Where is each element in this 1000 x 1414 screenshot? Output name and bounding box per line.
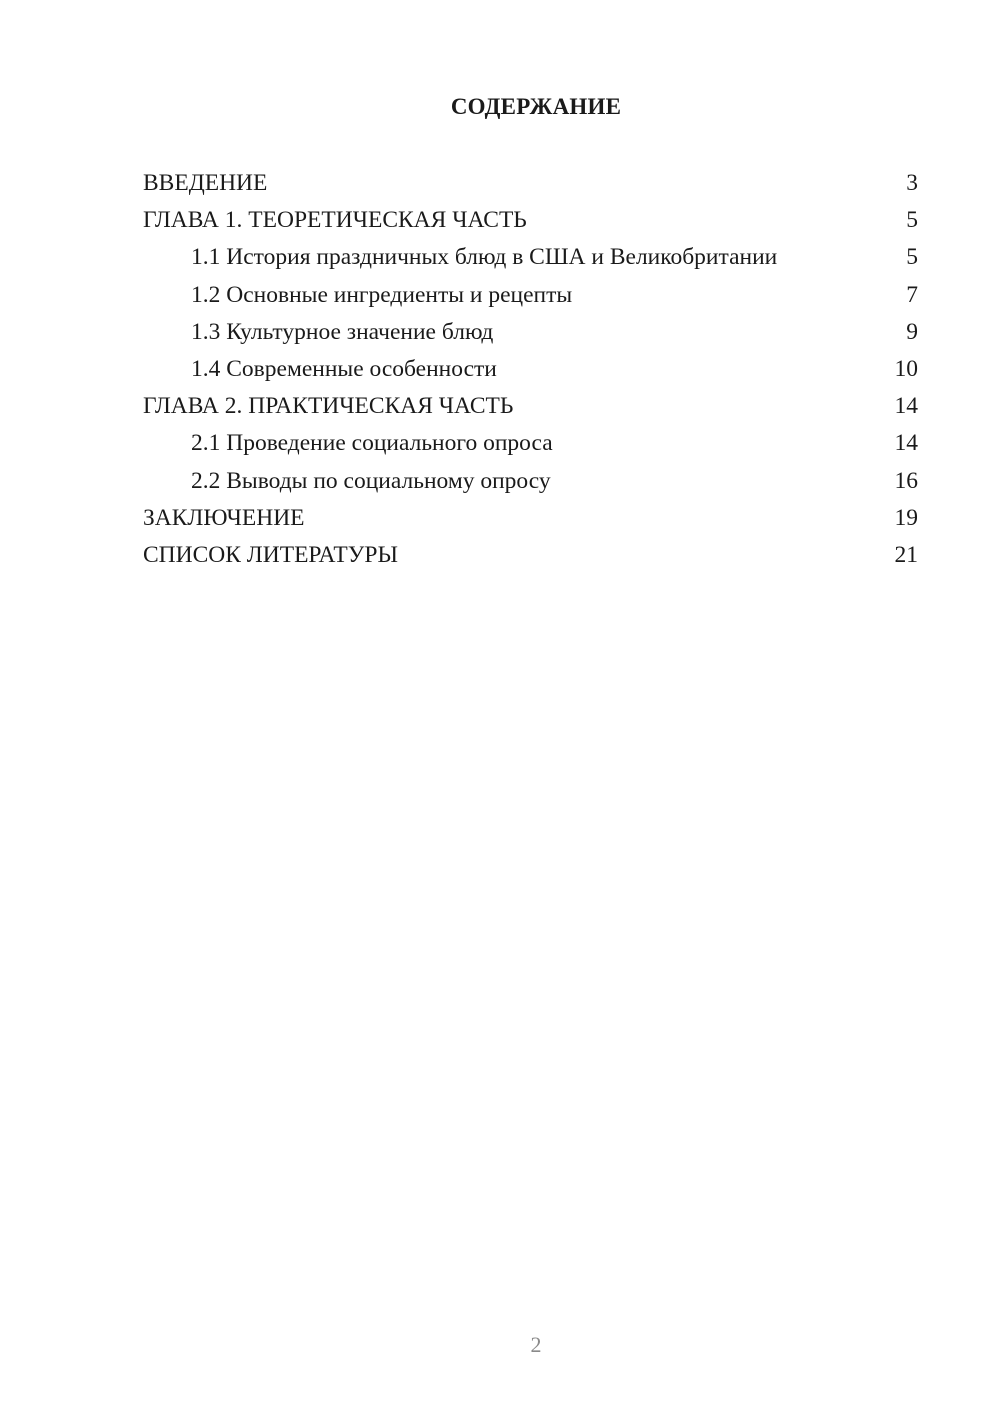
toc-entry-chapter-1[interactable]: [143, 202, 918, 239]
toc-entry-page: 5: [906, 207, 918, 234]
toc-entry-section-1-2[interactable]: [143, 277, 918, 314]
toc-entry-section-2-1[interactable]: [143, 425, 918, 462]
toc-entry-label: ГЛАВА 2. ПРАКТИЧЕСКАЯ ЧАСТЬ: [143, 393, 514, 420]
toc-entry-section-1-1[interactable]: [143, 239, 918, 276]
toc-entry-section-1-4[interactable]: [143, 351, 918, 388]
toc-entry-label: ВВЕДЕНИЕ: [143, 170, 268, 196]
toc-entry-page: 21: [894, 541, 918, 568]
toc-entry-label: 2.2 Выводы по социальному опросу: [191, 467, 551, 494]
toc-entry-page: 14: [894, 393, 918, 420]
toc-entry-page: 16: [894, 467, 918, 494]
toc-entry-label: ЗАКЛЮЧЕНИЕ: [143, 504, 305, 531]
toc-entry-page: 9: [906, 318, 918, 345]
toc-entry-page: 10: [894, 355, 918, 382]
toc-entry-label: СПИСОК ЛИТЕРАТУРЫ: [143, 541, 398, 568]
toc-entry-label: 1.2 Основные ингредиенты и рецепты: [191, 281, 573, 308]
toc-entry-page: 7: [906, 281, 918, 308]
toc-entry-references[interactable]: [143, 537, 918, 574]
toc-entry-page: 5: [906, 244, 918, 271]
toc-title: СОДЕРЖАНИЕ: [450, 94, 622, 119]
page-number: 2: [530, 1332, 542, 1357]
toc-entry-page: 3: [906, 170, 918, 196]
toc-entry-label: 1.1 История праздничных блюд в США и Великобритании: [191, 244, 778, 271]
toc-entry-page: 19: [894, 504, 918, 531]
toc-entry-section-1-3[interactable]: [143, 314, 918, 351]
toc-entry-chapter-2[interactable]: [143, 388, 918, 425]
toc-entry-introduction[interactable]: [143, 165, 918, 202]
toc-entry-label: 1.4 Современные особенности: [191, 355, 497, 382]
toc-entry-section-2-2[interactable]: [143, 463, 918, 500]
toc-entry-label: ГЛАВА 1. ТЕОРЕТИЧЕСКАЯ ЧАСТЬ: [143, 207, 527, 234]
toc-entry-label: 1.3 Культурное значение блюд: [191, 318, 494, 345]
toc-entry-page: 14: [894, 430, 918, 457]
toc-entry-conclusion[interactable]: [143, 500, 918, 537]
toc-entry-label: 2.1 Проведение социального опроса: [191, 430, 553, 457]
table-of-contents: [143, 165, 918, 574]
